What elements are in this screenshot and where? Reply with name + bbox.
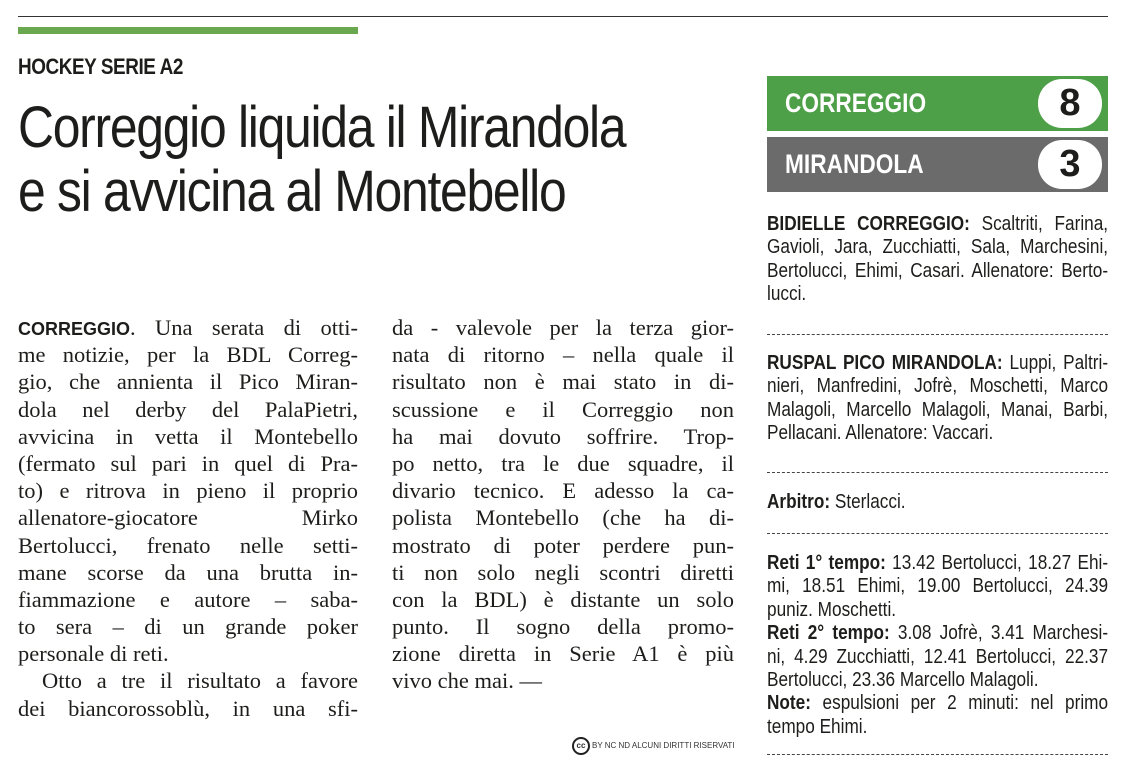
- article-line: divario tecnico. E adesso la ca-: [392, 478, 734, 504]
- article-line: polista Montebello (che ha di-: [392, 505, 734, 531]
- away-lineup-label: RUSPAL PICO MIRANDOLA:: [767, 352, 1003, 374]
- dateline: CORREGGIO: [18, 319, 131, 339]
- lineup-line: RUSPAL PICO MIRANDOLA: Luppi, Paltri-: [767, 352, 1109, 374]
- license-notice: [572, 737, 735, 755]
- article-line: to sera – di un grande poker: [18, 614, 358, 640]
- article-line: personale di reti.: [18, 641, 169, 667]
- article-line: nata di ritorno – nella quale il: [392, 342, 734, 368]
- first-half-label: Reti 1° tempo:: [767, 552, 886, 574]
- article-line: me notizie, per la BDL Correg-: [18, 342, 358, 368]
- article-line: punto. Il sogno della promo-: [392, 614, 734, 640]
- away-team-name: MIRANDOLA: [785, 149, 924, 179]
- creative-commons-icon: cc: [572, 737, 590, 755]
- goals-line: Reti 1° tempo: 13.42 Bertolucci, 18.27 Ehi-: [767, 552, 1109, 574]
- top-rule: [18, 16, 1108, 17]
- goals-line: mi, 18.51 Ehimi, 19.00 Bertolucci, 24.39: [767, 575, 1109, 598]
- license-text: BY NC ND ALCUNI DIRITTI RISERVATI: [592, 741, 735, 751]
- article-line: mane scorse da una brutta in-: [18, 559, 358, 585]
- article-line: vivo che mai. —: [392, 668, 542, 694]
- article-line: mostrato di poter perdere pun-: [392, 532, 734, 558]
- article-line: po netto, tra le due squadre, il: [392, 450, 734, 476]
- goals-line: ni, 4.29 Zucchiatti, 12.41 Bertolucci, 22.37: [767, 645, 1109, 668]
- goals-line: puniz. Moschetti.: [767, 598, 897, 621]
- article-column-1: [18, 314, 358, 722]
- article-line: gio, che annienta il Pico Miran-: [18, 369, 358, 395]
- divider: [767, 533, 1108, 534]
- headline-line-2: e si avvicina al Montebello: [18, 159, 566, 224]
- article-column-2: [392, 314, 734, 695]
- lineup-line: Malagoli, Marcello Malagoli, Manai, Barbi,: [767, 398, 1109, 421]
- article-line: zione diretta in Serie A1 è più: [392, 641, 734, 667]
- article-line: Otto a tre il risultato a favore: [42, 668, 358, 694]
- goals: [767, 552, 1108, 739]
- notes-line: tempo Ehimi.: [767, 715, 868, 738]
- headline: [18, 96, 672, 224]
- article-line: con la BDL) è distante un solo: [392, 586, 734, 612]
- article-line: ha mai dovuto soffrire. Trop-: [392, 423, 734, 449]
- lineup-line: lucci.: [767, 283, 807, 306]
- article-line: CORREGGIO. Una serata di otti-: [18, 315, 358, 340]
- referee-line: [767, 491, 1108, 514]
- away-lineup: [767, 352, 1108, 446]
- referee-value: Sterlacci.: [830, 491, 906, 513]
- divider: [767, 472, 1108, 473]
- referee: [767, 491, 1108, 514]
- lineup-line: Gavioli, Jara, Zucchiatti, Sala, Marchesini,: [767, 236, 1109, 259]
- article-line: ti non solo negli scontri diretti: [392, 559, 734, 585]
- article-line: to) e ritrova in pieno il proprio: [18, 478, 358, 504]
- section-kicker: HOCKEY SERIE A2: [18, 54, 183, 79]
- home-team-score: 8: [1038, 79, 1102, 128]
- article-line: Bertolucci, frenato nelle setti-: [18, 532, 358, 558]
- article-line: dei biancorossoblù, in una sfi-: [18, 695, 358, 721]
- lineup-line: BIDIELLE CORREGGIO: Scaltriti, Farina,: [767, 213, 1109, 235]
- lineup-line: nieri, Manfredini, Jofrè, Moschetti, Marco: [767, 375, 1109, 398]
- goals-line: Reti 2° tempo: 3.08 Jofrè, 3.41 Marchesi-: [767, 622, 1109, 645]
- second-half-label: Reti 2° tempo:: [767, 622, 890, 645]
- scoreboard-home-row: [767, 76, 1108, 131]
- home-lineup-label: BIDIELLE CORREGGIO:: [767, 213, 970, 235]
- divider: [767, 334, 1108, 335]
- article-line: allenatore-giocatore Mirko: [18, 505, 358, 531]
- divider: [767, 754, 1108, 755]
- referee-label: Arbitro:: [767, 491, 831, 513]
- goals-line: Bertolucci, 23.36 Marcello Malagoli.: [767, 668, 1039, 691]
- article-line: scussione e il Correggio non: [392, 396, 734, 422]
- away-team-score: 3: [1038, 140, 1102, 189]
- article-line: (fermato sul pari in quel di Pra-: [18, 450, 358, 476]
- section-accent-bar: [18, 27, 358, 34]
- notes-line: Note: espulsioni per 2 minuti: nel primo: [767, 692, 1109, 715]
- headline-line-1: Correggio liquida il Mirandola: [18, 95, 626, 160]
- lineup-line: Bertolucci, Ehimi, Casari. Allenatore: Berto-: [767, 259, 1109, 282]
- article-line: da - valevole per la terza gior-: [392, 315, 734, 340]
- article-line: fiammazione e autore – saba-: [18, 586, 358, 612]
- home-lineup: [767, 213, 1108, 307]
- scoreboard-away-row: [767, 137, 1108, 192]
- notes-label: Note:: [767, 692, 811, 715]
- lineup-line: Pellacani. Allenatore: Vaccari.: [767, 422, 994, 445]
- article-line: risultato non è mai stato in di-: [392, 369, 734, 395]
- article-line: dola nel derby del PalaPietri,: [18, 396, 358, 422]
- home-team-name: CORREGGIO: [785, 88, 927, 118]
- article-line: avvicina in vetta il Montebello: [18, 423, 358, 449]
